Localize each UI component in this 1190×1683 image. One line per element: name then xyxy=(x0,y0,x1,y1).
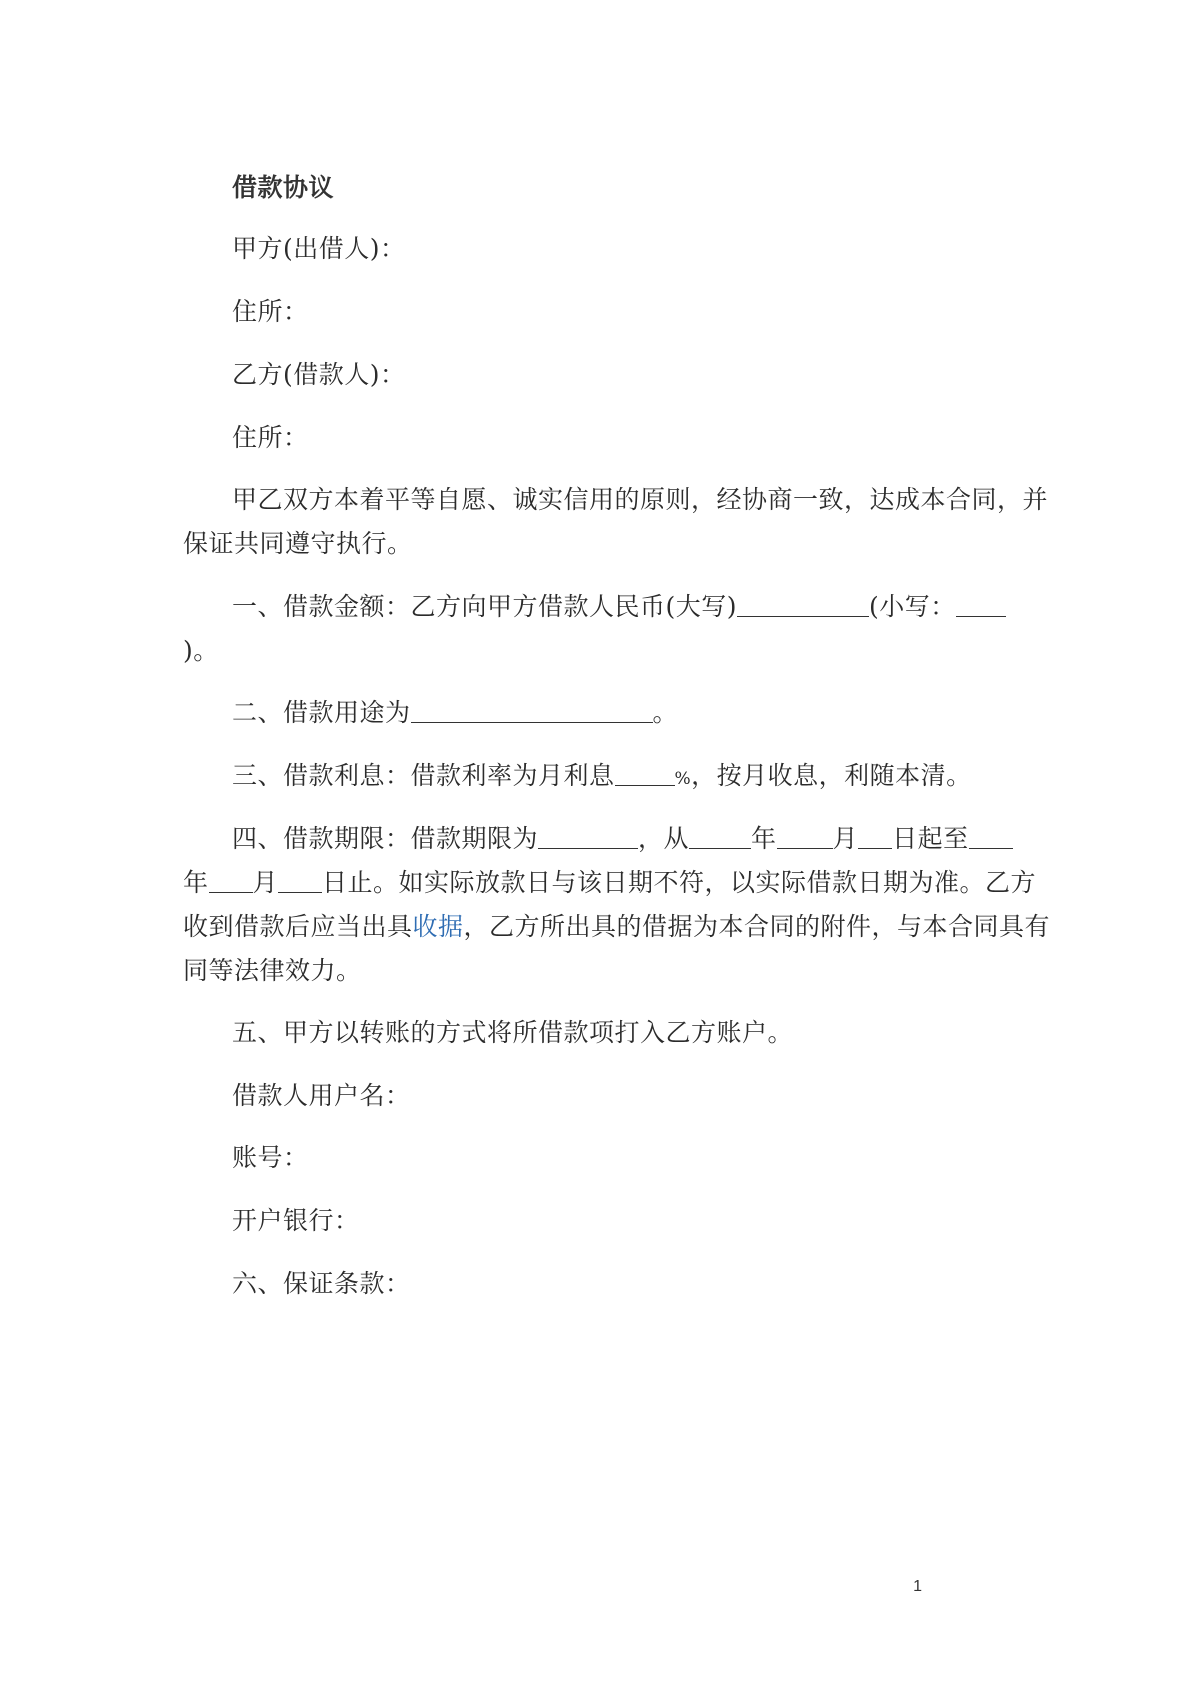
year-label: 年 xyxy=(751,824,777,853)
start-day-blank xyxy=(858,824,892,849)
clause-3-text: 三、借款利息：借款利率为月利息 xyxy=(232,761,615,790)
clause-4-day-to: 日止。如实际放款日与该日期不符，以实际借款日期为准。乙方 xyxy=(322,868,1037,897)
purpose-blank xyxy=(411,698,653,723)
clause-4-line-2 xyxy=(183,867,1036,899)
account-number-label: 账号： xyxy=(232,1143,309,1172)
bank-label: 开户银行： xyxy=(232,1206,360,1235)
party-a-label: 甲方(出借人)： xyxy=(232,234,406,263)
clause-4-line-1 xyxy=(232,823,1013,855)
party-b-address-label: 住所： xyxy=(232,423,309,452)
clause-1-line-2: )。 xyxy=(183,636,219,665)
end-day-blank xyxy=(278,868,322,893)
percent-sign: % xyxy=(674,769,692,789)
account-name-label: 借款人用户名： xyxy=(232,1081,411,1110)
preamble-line-1: 甲乙双方本着平等自愿、诚实信用的原则，经协商一致，达成本合同，并 xyxy=(232,485,1049,514)
clause-4-from: ，从 xyxy=(638,824,690,853)
clause-4-day-from: 日起至 xyxy=(892,824,969,853)
start-year-blank xyxy=(689,824,751,849)
clause-1-text: 一、借款金额：乙方向甲方借款人民币(大写) xyxy=(232,592,738,621)
preamble-line-2: 保证共同遵守执行。 xyxy=(183,529,413,558)
end-month-blank-part xyxy=(209,868,253,893)
clause-4-line-4: 同等法律效力。 xyxy=(183,956,362,985)
party-a-address-label: 住所： xyxy=(232,297,309,326)
clause-1-line-1 xyxy=(232,591,1006,623)
clause-6: 六、保证条款： xyxy=(232,1269,411,1298)
clause-3-end: ，按月收息，利随本清。 xyxy=(691,761,972,790)
clause-2 xyxy=(232,697,678,729)
term-blank xyxy=(538,824,638,849)
clause-2-end: 。 xyxy=(652,698,679,727)
amount-lowercase-blank xyxy=(956,592,1006,617)
amount-uppercase-blank xyxy=(737,592,869,617)
receipt-link[interactable]: 收据 xyxy=(412,912,464,941)
party-b-label: 乙方(借款人)： xyxy=(232,360,406,389)
clause-3 xyxy=(232,760,972,795)
month-label: 月 xyxy=(832,824,859,853)
clause-4-line-3 xyxy=(183,911,1050,943)
end-year-blank-part xyxy=(969,824,1013,849)
clause-4-l3-pre: 收到借款后应当出具 xyxy=(183,912,413,941)
clause-2-text: 二、借款用途为 xyxy=(232,698,411,727)
clause-4-l3-post: ，乙方所出具的借据为本合同的附件，与本合同具有 xyxy=(463,912,1051,941)
year-label-2: 年 xyxy=(183,868,209,897)
clause-5: 五、甲方以转账的方式将所借款项打入乙方账户。 xyxy=(232,1018,794,1047)
page-number: 1 xyxy=(913,1578,922,1595)
interest-rate-blank xyxy=(615,761,675,786)
month-label-2: 月 xyxy=(252,868,279,897)
clause-4-text: 四、借款期限：借款期限为 xyxy=(232,824,539,853)
clause-1-mid: (小写： xyxy=(869,592,956,621)
document-title: 借款协议 xyxy=(232,173,335,202)
start-month-blank xyxy=(777,824,833,849)
